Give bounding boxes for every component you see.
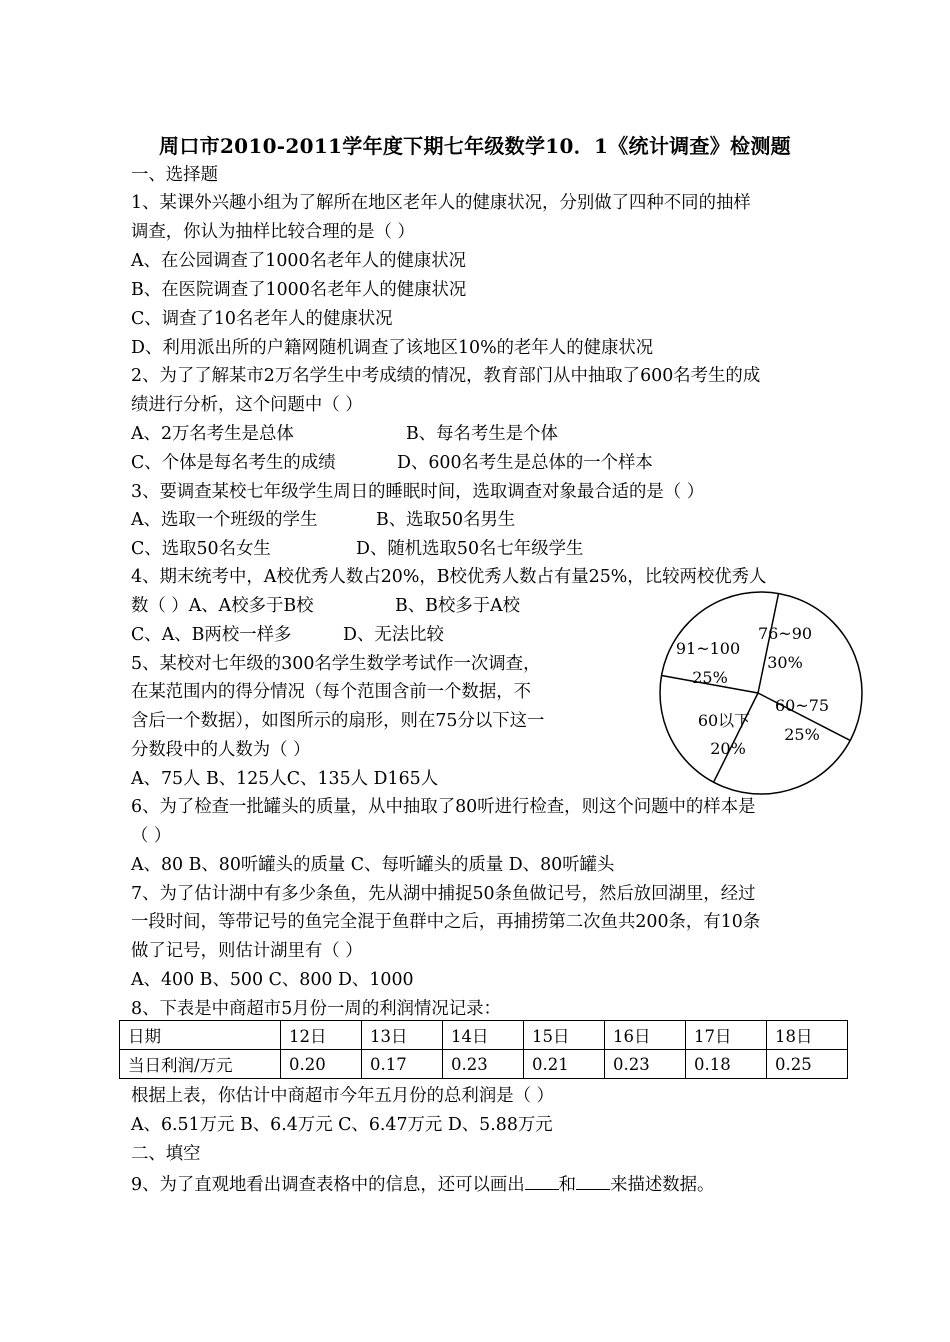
q1-option-b: B、在医院调查了1000名老年人的健康状况 — [131, 280, 467, 300]
table-cell: 12日 — [281, 1021, 362, 1050]
q9-text-1: 9、为了直观地看出调查表格中的信息，还可以画出 — [131, 1175, 525, 1195]
q6-options: A、80 B、80听罐头的质量 C、每听罐头的质量 D、80听罐头 — [131, 855, 615, 875]
section-heading-choice: 一、选择题 — [131, 165, 218, 185]
q1-option-a: A、在公园调查了1000名老年人的健康状况 — [131, 251, 467, 271]
q4-stem-line1: 4、期末统考中，A校优秀人数占20%，B校优秀人数占有量25%，比较两校优秀人 — [131, 567, 767, 587]
slice-pct-76-90: 30% — [767, 653, 803, 672]
q8-options: A、6.51万元 B、6.4万元 C、6.47万元 D、5.88万元 — [131, 1115, 553, 1135]
slice-label-76-90: 76~90 — [757, 624, 813, 643]
q2-options-cd — [131, 451, 653, 475]
q5-options: A、75人 B、125人C、135人 D165人 — [131, 769, 439, 789]
q3-option-b: B、选取50名男生 — [376, 510, 516, 530]
slice-label-91-100: 91~100 — [675, 639, 741, 658]
q5-stem-line2: 在某范围内的得分情况（每个范围含前一个数据，不 — [131, 682, 531, 702]
score-pie-chart — [658, 590, 864, 796]
answer-blank — [525, 1171, 559, 1190]
q5-stem-line3: 含后一个数据），如图所示的扇形，则在75分以下这一 — [131, 711, 545, 731]
q7-stem-line2: 一段时间，等带记号的鱼完全混于鱼群中之后，再捕捞第二次鱼共200条，有10条 — [131, 912, 761, 932]
slice-pct-60-75: 25% — [784, 725, 820, 744]
q2-option-d: D、600名考生是总体的一个样本 — [397, 453, 653, 473]
q6-stem-line2: （ ） — [131, 826, 172, 846]
q6-stem-line1: 6、为了检查一批罐头的质量，从中抽取了80听进行检查，则这个问题中的样本是 — [131, 797, 756, 817]
q3-option-a: A、选取一个班级的学生 — [131, 510, 318, 530]
table-cell: 0.21 — [524, 1050, 605, 1079]
table-cell: 0.25 — [767, 1050, 848, 1079]
q4-option-c: C、A、B两校一样多 — [131, 625, 292, 645]
q4-stem-line2 — [131, 594, 520, 618]
slice-label-below-60: 60以下 — [697, 711, 751, 730]
slice-pct-91-100: 25% — [692, 668, 728, 687]
slice-pct-below-60: 20% — [710, 739, 746, 758]
q4-option-b: B、B校多于A校 — [395, 596, 521, 616]
pie-outline — [660, 592, 862, 794]
q4-options-cd — [131, 623, 444, 647]
q3-options-cd — [131, 537, 583, 561]
q9-text-3: 来描述数据。 — [610, 1175, 715, 1195]
q2-option-a: A、2万名考生是总体 — [131, 424, 294, 444]
table-cell: 0.17 — [362, 1050, 443, 1079]
q1-stem-line2: 调查，你认为抽样比较合理的是（ ） — [131, 222, 415, 242]
q4-option-d: D、无法比较 — [343, 625, 444, 645]
table-cell: 17日 — [686, 1021, 767, 1050]
table-cell: 0.20 — [281, 1050, 362, 1079]
q2-stem-line2: 绩进行分析，这个问题中（ ） — [131, 395, 363, 415]
q1-option-d: D、利用派出所的户籍网随机调查了该地区10%的老年人的健康状况 — [131, 338, 654, 358]
q3-option-d: D、随机选取50名七年级学生 — [356, 539, 584, 559]
q1-stem-line1: 1、某课外兴趣小组为了解所在地区老年人的健康状况，分别做了四种不同的抽样 — [131, 193, 751, 213]
q8-after-table: 根据上表，你估计中商超市今年五月份的总利润是（ ） — [131, 1086, 554, 1106]
table-cell: 当日利润/万元 — [120, 1050, 281, 1079]
q5-stem-line4: 分数段中的人数为（ ） — [131, 740, 311, 760]
q5-stem-line1: 5、某校对七年级的300名学生数学考试作一次调查， — [131, 654, 541, 674]
q3-options-ab — [131, 508, 515, 532]
table-cell: 日期 — [120, 1021, 281, 1050]
table-cell: 14日 — [443, 1021, 524, 1050]
table-cell: 0.23 — [443, 1050, 524, 1079]
table-header-row — [120, 1021, 848, 1050]
table-cell: 16日 — [605, 1021, 686, 1050]
table-cell: 13日 — [362, 1021, 443, 1050]
table-cell: 0.23 — [605, 1050, 686, 1079]
q7-stem-line1: 7、为了估计湖中有多少条鱼，先从湖中捕捉50条鱼做记号，然后放回湖里，经过 — [131, 884, 756, 904]
q2-options-ab — [131, 422, 558, 446]
table-cell: 18日 — [767, 1021, 848, 1050]
page-title: 周口市2010-2011学年度下期七年级数学10．1《统计调查》检测题 — [159, 134, 791, 158]
q2-stem-line1: 2、为了了解某市2万名学生中考成绩的情况，教育部门从中抽取了600名考生的成 — [131, 366, 761, 386]
table-row — [120, 1050, 848, 1079]
q9-line — [131, 1171, 714, 1197]
q8-stem: 8、下表是中商超市5月份一周的利润情况记录： — [131, 999, 501, 1019]
slice-label-60-75: 60~75 — [774, 696, 830, 715]
q3-stem: 3、要调查某校七年级学生周日的睡眠时间，选取调查对象最合适的是（ ） — [131, 482, 705, 502]
answer-blank — [576, 1171, 610, 1190]
table-cell: 0.18 — [686, 1050, 767, 1079]
q2-option-c: C、个体是每名考生的成绩 — [131, 453, 336, 473]
profit-table — [119, 1020, 848, 1079]
q3-option-c: C、选取50名女生 — [131, 539, 271, 559]
q1-option-c: C、调查了10名老年人的健康状况 — [131, 309, 393, 329]
q9-text-2: 和 — [558, 1175, 577, 1195]
q7-stem-line3: 做了记号，则估计湖里有（ ） — [131, 941, 363, 961]
q2-option-b: B、每名考生是个体 — [406, 424, 558, 444]
section-heading-fill: 二、填空 — [131, 1144, 201, 1164]
table-cell: 15日 — [524, 1021, 605, 1050]
q4-option-a: 数（ ）A、A校多于B校 — [131, 596, 314, 616]
q7-options: A、400 B、500 C、800 D、1000 — [131, 970, 414, 990]
